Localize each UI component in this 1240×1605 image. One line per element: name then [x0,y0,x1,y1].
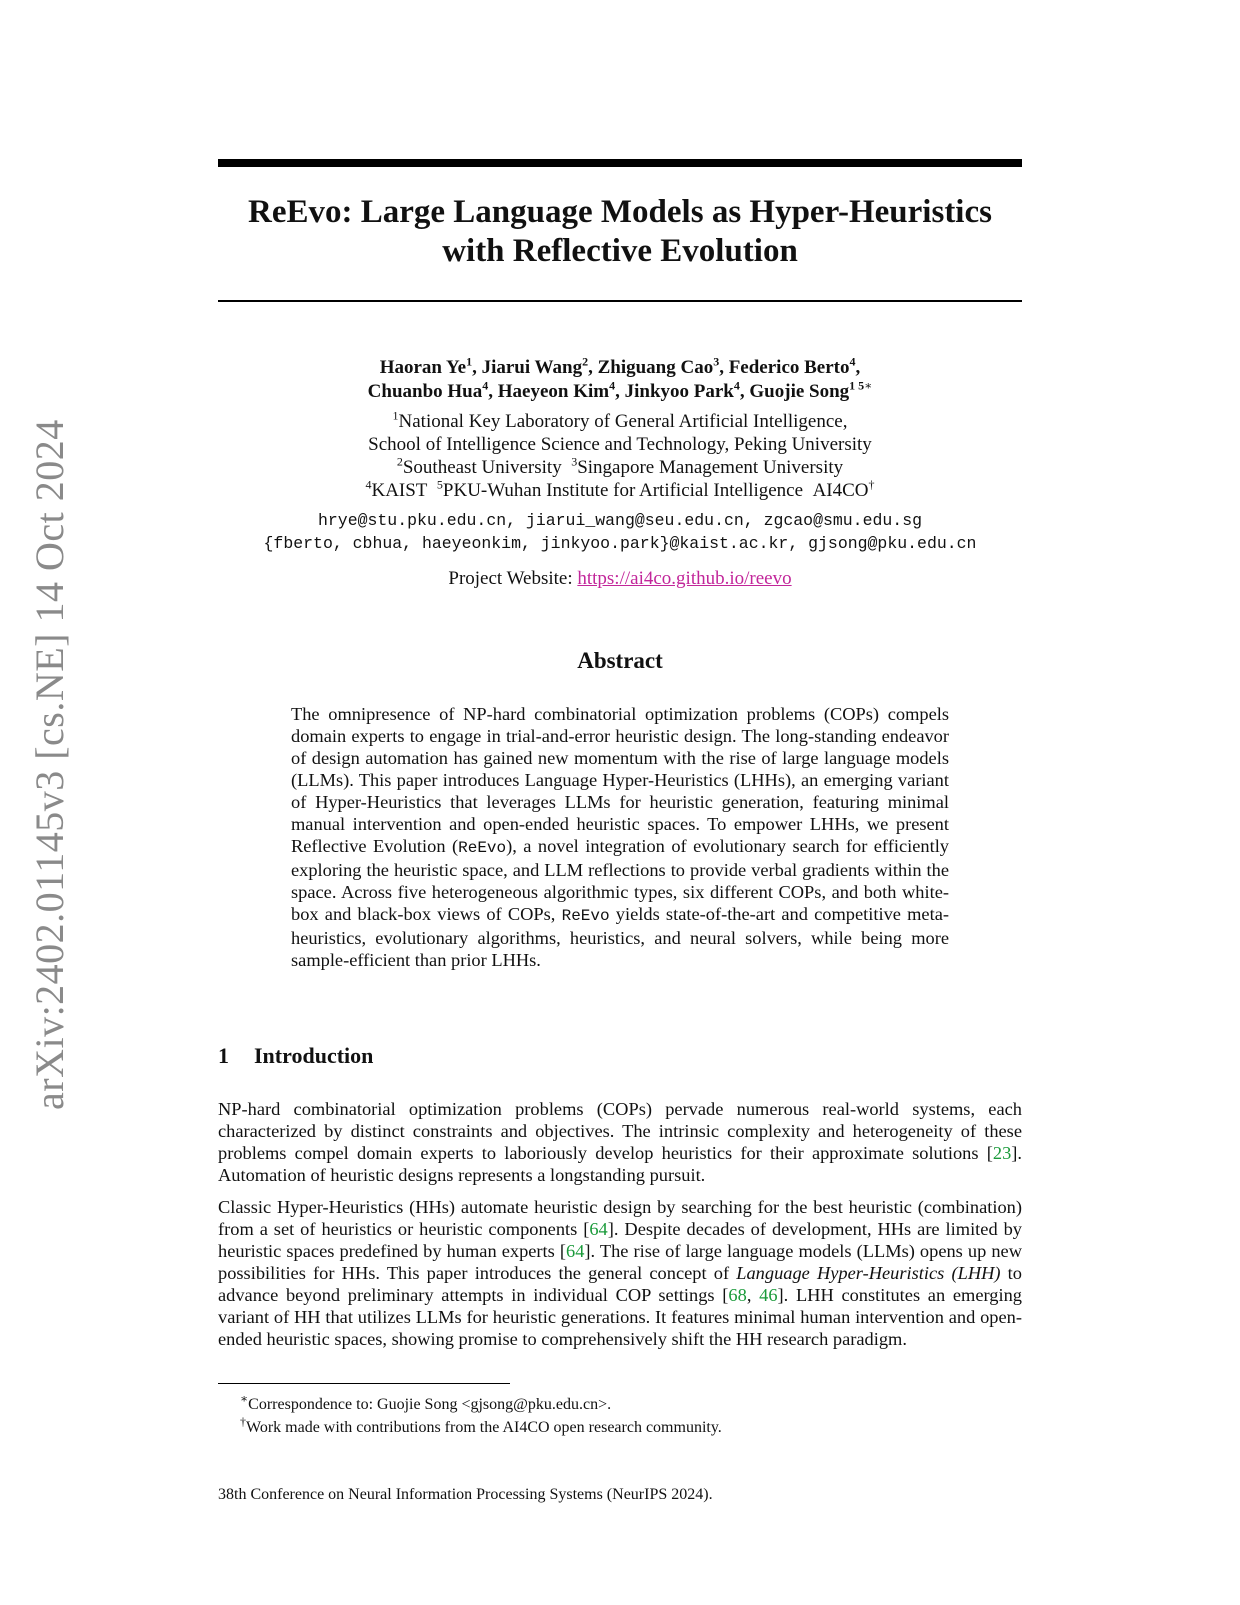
author-name: Jiarui Wang [481,357,583,378]
project-website-label: Project Website: [448,568,578,589]
author-name: Jinkyoo Park [624,381,734,402]
project-website [218,568,1022,590]
method-name: ReEvo [561,907,610,925]
author-name: Guojie Song [749,381,850,402]
footnotes [240,1393,1020,1439]
arxiv-identifier-stamp: arXiv:2402.01145v3 [cs.NE] 14 Oct 2024 [27,419,72,1110]
footnote-separator [218,1383,510,1384]
affiliation-line: School of Intelligence Science and Technology, Peking University [368,434,872,455]
citation-link[interactable]: 64 [589,1219,608,1239]
section-number: 1 [218,1043,229,1068]
email-line-2: {fberto, cbhua, haeyeonkim, jinkyoo.park}@kaist.ac.kr, gjsong@pku.edu.cn [263,534,977,553]
author-affiliation-mark: 2 [582,354,589,369]
affiliation-line: $^2$Southeast University $^3$Singapore Management University [396,454,844,478]
section-title: Introduction [254,1043,374,1068]
author-affiliation-mark: 4 [609,378,616,393]
title-line-1: ReEvo: Large Language Models as Hyper-Heuristics [248,194,992,230]
author-list [218,356,1022,404]
footnote-correspondence: ∗Correspondence to: Guojie Song <gjsong@pku.edu.cn>. [240,1391,612,1413]
author-line-2: Chuanbo Hua$^4$, Haeyeon Kim$^4$, Jinkyoo Park$^4$, Guojie Song$^{1 5∗}$ [367,378,873,402]
title-rule-bottom [218,300,1022,302]
abstract-body: The omnipresence of NP-hard combinatorial optimization problems (COPs) compels domain experts to engage in trial-and-error heuristic design. The long-standing endeavor of design automation has gained new momentum with the rise of large language models (LLMs). This paper introduces Language Hyper-Heuristics (LHHs), an emerging variant of Hyper-Heuristics that leverages LLMs for heuristic generation, featuring minimal manual intervention and open-ended heuristic spaces. To empower LHHs, we present Reflective Evolution (ReEvo), a novel integration of evolutionary search for efficiently exploring the heuristic space, and LLM reflections to provide verbal gradients within the space. Across five heterogeneous algorithmic types, six different COPs, and both white-box and black-box views of COPs, ReEvo yields state-of-the-art and competitive meta-heuristics, evolutionary algorithms, heuristics, and neural solvers, while being more sample-efficient than prior LHHs. [291,704,949,970]
author-name: Chuanbo Hua [367,381,483,402]
citation-link[interactable]: 68 [728,1285,747,1305]
author-affiliation-mark: 4 [849,354,856,369]
affiliation-line: $^1$National Key Laboratory of General Artificial Intelligence, [392,408,848,432]
title-line-2: with Reflective Evolution [442,233,798,269]
author-affiliation-mark: 4 [733,378,740,393]
author-affiliation-mark: 1 5 [849,378,865,393]
author-affiliation-mark: 3 [713,354,720,369]
introduction-paragraph-2: Classic Hyper-Heuristics (HHs) automate heuristic design by searching for the best heuristic (combination) from a set of heuristics or heuristic components [64]. Despite decades of development, HHs are limited by heuristic spaces predefined by human experts [64]. The rise of large language models (LLMs) opens up new possibilities for HHs. This paper introduces the general concept of Language Hyper-Heuristics (LHH) to advance beyond preliminary attempts in individual COP settings [68, 46]. LHH constitutes an emerging variant of HH that utilizes LLMs for heuristic generations. It features minimal human intervention and open-ended heuristic spaces, showing promise to comprehensively shift the HH research paradigm. [218,1197,1022,1349]
author-affiliation-mark: 4 [482,378,489,393]
footnote-contributions: †Work made with contributions from the AI4CO open research community. [240,1414,722,1436]
conference-footer: 38th Conference on Neural Information Processing Systems (NeurIPS 2024). [218,1486,713,1503]
title-rule-top [218,159,1022,167]
paper-title [218,193,1022,271]
section-heading-introduction [218,1043,373,1069]
author-line-1: Haoran Ye$^1$, Jiarui Wang$^2$, Zhiguang Cao$^3$, Federico Berto$^4$, [379,354,861,378]
project-website-link[interactable]: https://ai4co.github.io/reevo [577,568,792,589]
author-name: Haoran Ye [379,357,467,378]
abstract-heading: Abstract [577,648,663,673]
introduction-paragraph-1: NP-hard combinatorial optimization problems (COPs) pervade numerous real-world systems, each characterized by distinct constraints and objectives. The intrinsic complexity and heterogeneity of these problems compel domain experts to laboriously develop heuristics for their approximate solutions [23]. Automation of heuristic designs represents a longstanding pursuit. [218,1099,1022,1185]
author-name: Zhiguang Cao [597,357,714,378]
email-line-1: hrye@stu.pku.edu.cn, jiarui_wang@seu.edu.cn, zgcao@smu.edu.sg [318,511,922,530]
citation-link[interactable]: 46 [759,1285,778,1305]
author-name: Haeyeon Kim [497,381,610,402]
citation-link[interactable]: 64 [566,1241,585,1261]
citation-link[interactable]: 23 [992,1143,1012,1163]
corresponding-author-mark: ∗ [864,378,873,393]
method-name: ReEvo [458,839,507,857]
affiliation-line: $^4$KAIST $^5$PKU-Wuhan Institute for Artificial Intelligence AI4CO† [365,477,875,501]
author-name: Federico Berto [728,357,850,378]
affiliation-list [218,410,1022,502]
author-emails [218,509,1022,555]
italic-term: Language Hyper-Heuristics (LHH) [736,1263,1001,1283]
author-affiliation-mark: 1 [466,354,473,369]
